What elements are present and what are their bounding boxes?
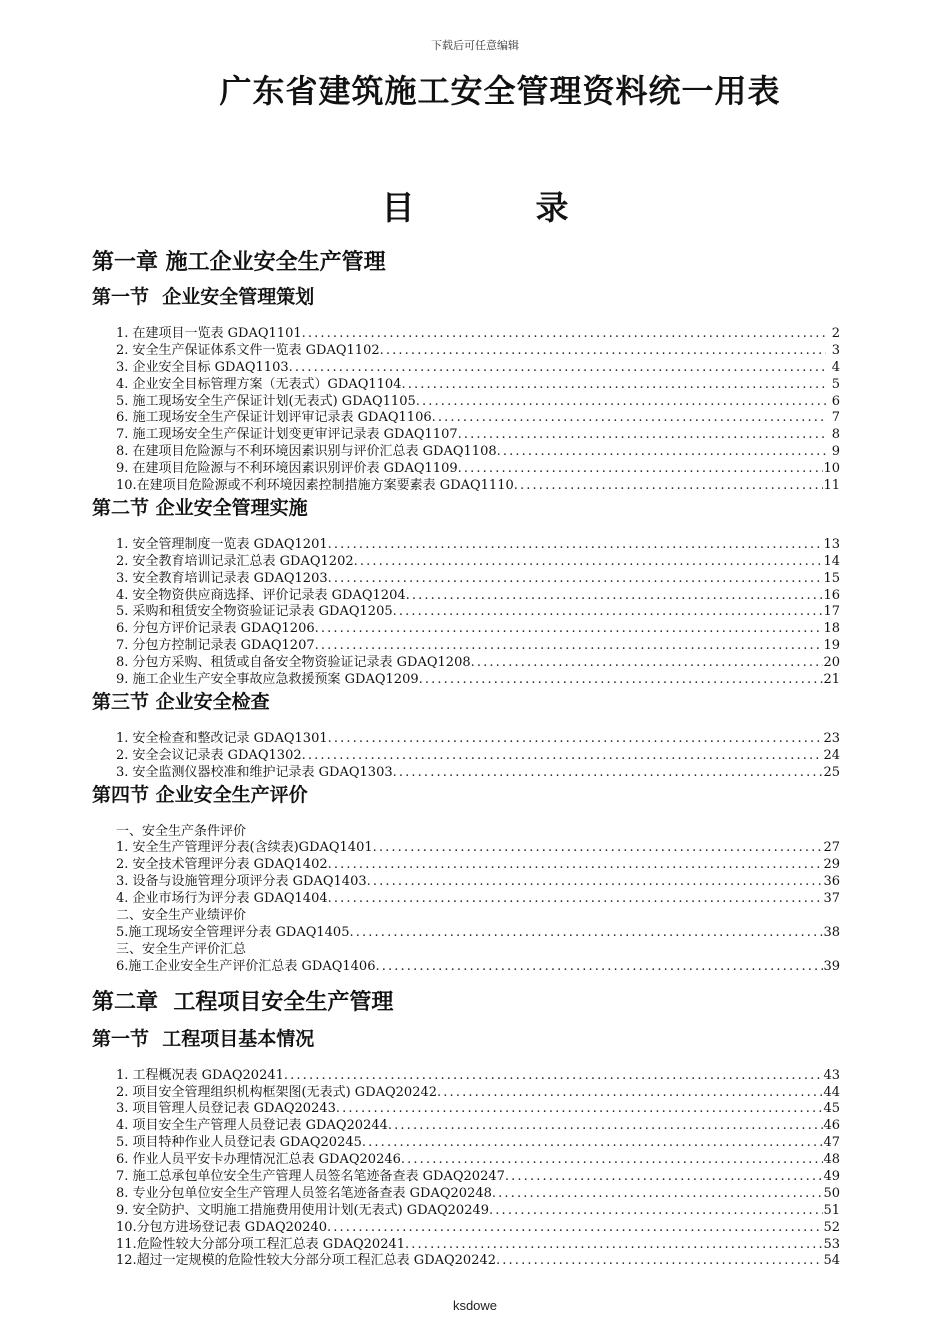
toc-entry-page: 43 xyxy=(823,1067,840,1083)
toc-entry[interactable] xyxy=(116,1237,840,1254)
toc-entry[interactable] xyxy=(116,1220,840,1237)
toc-entry[interactable] xyxy=(116,537,840,554)
toc-entry-page: 49 xyxy=(823,1168,840,1184)
toc-entry-label: 5. 采购和租赁安全物资验证记录表 GDAQ1205 xyxy=(116,604,393,620)
section-entries xyxy=(116,1068,840,1271)
toc-entry-label: 6.施工企业安全生产评价汇总表 GDAQ1406 xyxy=(116,958,376,974)
toc-entry-page: 9 xyxy=(831,444,840,460)
dot-leader xyxy=(327,1220,823,1237)
chapter-2-section-1-title: 第一节 工程项目基本情况 xyxy=(92,1027,315,1050)
dot-leader xyxy=(349,925,823,942)
dot-leader xyxy=(505,1169,824,1186)
toc-entry-page: 45 xyxy=(823,1101,840,1117)
dot-leader xyxy=(315,638,824,655)
toc-entry-label: 2. 安全教育培训记录汇总表 GDAQ1202 xyxy=(116,553,354,569)
toc-entry-label: 1. 在建项目一览表 GDAQ1101 xyxy=(116,326,302,341)
dot-leader xyxy=(458,427,826,444)
subsection-heading: 一、安全生产条件评价 xyxy=(116,823,247,839)
toc-entry-page: 3 xyxy=(831,342,840,358)
dot-leader xyxy=(432,410,826,427)
subsection-heading: 二、安全生产业绩评价 xyxy=(116,908,247,924)
toc-content xyxy=(92,248,840,1270)
toc-entry-page: 14 xyxy=(823,553,840,569)
section-entries xyxy=(116,908,840,925)
toc-entry-page: 18 xyxy=(823,621,840,637)
section-entries xyxy=(116,326,840,495)
chapter-1-title: 第一章 施工企业安全生产管理 xyxy=(92,250,386,275)
toc-entry-label: 4. 项目安全生产管理人员登记表 GDAQ20244 xyxy=(116,1118,388,1134)
chapter-1-section-4-title: 第四节 企业安全生产评价 xyxy=(92,783,308,806)
toc-entry[interactable] xyxy=(116,343,840,360)
toc-entry[interactable] xyxy=(116,1118,840,1135)
toc-entry-label: 2. 安全技术管理评分表 GDAQ1402 xyxy=(116,857,328,873)
toc-entry[interactable] xyxy=(116,748,840,765)
toc-entry-label: 7. 施工现场安全生产保证计划变更审评记录表 GDAQ1107 xyxy=(116,427,458,443)
toc-entry[interactable] xyxy=(116,427,840,444)
toc-entry[interactable] xyxy=(116,1101,840,1118)
toc-heading: 目 录 xyxy=(381,188,613,227)
dot-leader xyxy=(419,672,824,689)
toc-entry-label: 2. 安全会议记录表 GDAQ1302 xyxy=(116,747,302,763)
toc-entry[interactable] xyxy=(116,1203,840,1220)
toc-entry[interactable] xyxy=(116,410,840,427)
toc-entry[interactable] xyxy=(116,444,840,461)
toc-entry-label: 10.在建项目危险源或不利环境因素控制措施方案要素表 GDAQ1110 xyxy=(116,478,514,494)
toc-entry-page: 4 xyxy=(831,359,840,375)
toc-entry-page: 52 xyxy=(823,1219,840,1235)
toc-entry-label: 3. 项目管理人员登记表 GDAQ20243 xyxy=(116,1101,336,1117)
toc-entry-label: 12.超过一定规模的危险性较大分部分项工程汇总表 GDAQ20242 xyxy=(116,1253,497,1269)
toc-entry-page: 27 xyxy=(823,840,840,856)
toc-entry-page: 36 xyxy=(823,874,840,890)
toc-entry-page: 7 xyxy=(831,410,840,426)
toc-entry-label: 2. 项目安全管理组织机构框架图(无表式) GDAQ20242 xyxy=(116,1084,438,1100)
toc-entry-page: 11 xyxy=(823,478,840,494)
dot-leader xyxy=(496,1253,823,1270)
dot-leader xyxy=(497,444,826,461)
toc-entry[interactable] xyxy=(116,588,840,605)
toc-entry-page: 17 xyxy=(823,604,840,620)
toc-entry[interactable] xyxy=(116,655,840,672)
toc-entry[interactable] xyxy=(116,1135,840,1152)
toc-entry[interactable] xyxy=(116,840,840,857)
dot-leader xyxy=(328,857,824,874)
toc-entry[interactable] xyxy=(116,461,840,478)
dot-leader xyxy=(336,1101,824,1118)
chapter-1-section-3-title: 第三节 企业安全检查 xyxy=(92,690,270,713)
dot-leader xyxy=(492,1186,824,1203)
toc-entry[interactable] xyxy=(116,874,840,891)
toc-entry-label: 3. 企业安全目标 GDAQ1103 xyxy=(116,359,289,375)
toc-entry-page: 21 xyxy=(823,672,840,688)
toc-entry-label: 9. 在建项目危险源与不利环境因素识别评价表 GDAQ1109 xyxy=(116,461,458,477)
chapter-1-section-2-title: 第二节 企业安全管理实施 xyxy=(92,496,308,519)
dot-leader xyxy=(367,874,824,891)
toc-entry-label: 2. 安全生产保证体系文件一览表 GDAQ1102 xyxy=(116,342,380,358)
toc-entry[interactable] xyxy=(116,1152,840,1169)
toc-entry-label: 8. 专业分包单位安全生产管理人员签名笔迹备查表 GDAQ20248 xyxy=(116,1185,492,1201)
dot-leader xyxy=(489,1203,823,1220)
toc-entry[interactable] xyxy=(116,554,840,571)
toc-entry[interactable] xyxy=(116,765,840,782)
section-entries xyxy=(116,824,840,841)
toc-entry-page: 25 xyxy=(823,764,840,780)
toc-entry-page: 37 xyxy=(823,891,840,907)
toc-entry-label: 1. 安全检查和整改记录 GDAQ1301 xyxy=(116,730,328,746)
toc-entry-page: 20 xyxy=(823,655,840,671)
toc-entry-page: 16 xyxy=(823,587,840,603)
section-entries xyxy=(116,731,840,782)
section-entries xyxy=(116,942,840,959)
section-entries xyxy=(116,959,840,976)
toc-entry-label: 7. 分包方控制记录表 GDAQ1207 xyxy=(116,638,315,654)
dot-leader xyxy=(458,461,824,478)
toc-entry-page: 8 xyxy=(831,427,840,443)
toc-entry-label: 1. 安全管理制度一览表 GDAQ1201 xyxy=(116,536,328,552)
dot-leader xyxy=(328,891,824,908)
dot-leader xyxy=(284,1068,824,1085)
section-entries xyxy=(116,840,840,908)
toc-entry[interactable] xyxy=(116,621,840,638)
toc-entry-page: 39 xyxy=(823,958,840,974)
dot-leader xyxy=(328,537,824,554)
dot-leader xyxy=(375,959,823,976)
toc-entry[interactable] xyxy=(116,604,840,621)
dot-leader xyxy=(354,554,824,571)
dot-leader xyxy=(514,478,824,495)
toc-entry-label: 5.施工现场安全管理评分表 GDAQ1405 xyxy=(116,924,350,940)
toc-entry[interactable] xyxy=(116,959,840,976)
dot-leader xyxy=(362,1135,824,1152)
toc-entry-label: 4. 安全物资供应商选择、评价记录表 GDAQ1204 xyxy=(116,587,406,603)
document-title: 广东省建筑施工安全管理资料统一用表 xyxy=(219,72,781,110)
toc-entry-page: 48 xyxy=(823,1152,840,1168)
section-entries xyxy=(116,537,840,689)
dot-leader xyxy=(302,748,824,765)
dot-leader xyxy=(405,1237,823,1254)
toc-entry-page: 46 xyxy=(823,1118,840,1134)
toc-entry-label: 11.危险性较大分部分项工程汇总表 GDAQ20241 xyxy=(116,1236,406,1252)
toc-entry-label: 4. 企业市场行为评分表 GDAQ1404 xyxy=(116,891,328,907)
toc-entry-label: 1. 工程概况表 GDAQ20241 xyxy=(116,1067,284,1083)
toc-entry[interactable] xyxy=(116,638,840,655)
toc-entry[interactable] xyxy=(116,360,840,377)
subsection-heading: 三、安全生产评价汇总 xyxy=(116,941,247,957)
toc-entry-page: 2 xyxy=(831,326,840,341)
dot-leader xyxy=(380,343,826,360)
toc-entry-page: 29 xyxy=(823,857,840,873)
toc-entry-page: 51 xyxy=(823,1202,840,1218)
toc-entry[interactable] xyxy=(116,478,840,495)
toc-entry[interactable] xyxy=(116,891,840,908)
toc-entry-label: 7. 施工总承包单位安全生产管理人员签名笔迹备查表 GDAQ20247 xyxy=(116,1168,505,1184)
dot-leader xyxy=(406,588,824,605)
dot-leader xyxy=(437,1085,823,1102)
dot-leader xyxy=(471,655,824,672)
toc-entry[interactable] xyxy=(116,731,840,748)
toc-entry-page: 53 xyxy=(823,1236,840,1252)
toc-entry-label: 10.分包方进场登记表 GDAQ20240 xyxy=(116,1219,328,1235)
chapter-2-title: 第二章 工程项目安全生产管理 xyxy=(92,989,394,1015)
toc-entry-label: 3. 安全监测仪器校准和维护记录表 GDAQ1303 xyxy=(116,764,393,780)
toc-entry-page: 54 xyxy=(823,1253,840,1269)
toc-entry-label: 4. 企业安全目标管理方案（无表式）GDAQ1104 xyxy=(116,376,402,392)
toc-entry[interactable] xyxy=(116,1085,840,1102)
toc-entry-page: 5 xyxy=(831,376,840,392)
dot-leader xyxy=(416,394,826,411)
footer-note: ksdowe xyxy=(452,1298,498,1313)
toc-entry[interactable] xyxy=(116,1169,840,1186)
dot-leader xyxy=(315,621,824,638)
chapter-1-section-1-title: 第一节 企业安全管理策划 xyxy=(92,286,315,308)
toc-entry[interactable] xyxy=(116,326,840,343)
toc-entry-label: 6. 作业人员平安卡办理情况汇总表 GDAQ20246 xyxy=(116,1152,401,1168)
toc-entry-label: 6. 施工现场安全生产保证计划评审记录表 GDAQ1106 xyxy=(116,410,432,426)
toc-entry-page: 38 xyxy=(823,924,840,940)
header-note: 下载后可任意编辑 xyxy=(431,39,519,52)
toc-entry[interactable] xyxy=(116,1068,840,1085)
toc-entry-page: 19 xyxy=(823,638,840,654)
toc-entry-label: 8. 分包方采购、租赁或自备安全物资验证记录表 GDAQ1208 xyxy=(116,655,471,671)
toc-entry-label: 9. 安全防护、文明施工措施费用使用计划(无表式) GDAQ20249 xyxy=(116,1202,490,1218)
toc-entry-label: 6. 分包方评价记录表 GDAQ1206 xyxy=(116,621,315,637)
dot-leader xyxy=(401,377,826,394)
dot-leader xyxy=(302,326,826,343)
toc-entry-page: 6 xyxy=(831,393,840,409)
toc-entry-label: 3. 安全教育培训记录表 GDAQ1203 xyxy=(116,570,328,586)
toc-entry-page: 47 xyxy=(823,1135,840,1151)
toc-entry-label: 3. 设备与设施管理分项评分表 GDAQ1403 xyxy=(116,874,367,890)
dot-leader xyxy=(328,571,824,588)
dot-leader xyxy=(328,731,824,748)
dot-leader xyxy=(373,840,824,857)
toc-entry[interactable] xyxy=(116,925,840,942)
toc-entry-page: 50 xyxy=(823,1185,840,1201)
dot-leader xyxy=(401,1152,824,1169)
dot-leader xyxy=(393,765,824,782)
toc-entry[interactable] xyxy=(116,1253,840,1270)
toc-entry[interactable] xyxy=(116,1186,840,1203)
toc-entry-page: 15 xyxy=(823,570,840,586)
toc-entry[interactable] xyxy=(116,857,840,874)
toc-entry[interactable] xyxy=(116,394,840,411)
toc-entry-label: 9. 施工企业生产安全事故应急救援预案 GDAQ1209 xyxy=(116,672,419,688)
toc-entry-page: 24 xyxy=(823,747,840,763)
dot-leader xyxy=(289,360,826,377)
toc-entry-page: 10 xyxy=(823,461,840,477)
toc-entry[interactable] xyxy=(116,672,840,689)
dot-leader xyxy=(393,604,824,621)
toc-entry-page: 23 xyxy=(823,730,840,746)
toc-entry-label: 8. 在建项目危险源与不利环境因素识别与评价汇总表 GDAQ1108 xyxy=(116,444,497,460)
section-entries xyxy=(116,925,840,942)
toc-entry-label: 5. 施工现场安全生产保证计划(无表式) GDAQ1105 xyxy=(116,393,416,409)
toc-entry[interactable] xyxy=(116,571,840,588)
toc-entry[interactable] xyxy=(116,377,840,394)
toc-entry-page: 44 xyxy=(823,1084,840,1100)
toc-entry-page: 13 xyxy=(823,536,840,552)
toc-entry-label: 1. 安全生产管理评分表(含续表)GDAQ1401 xyxy=(116,840,373,856)
toc-entry-label: 5. 项目特种作业人员登记表 GDAQ20245 xyxy=(116,1135,362,1151)
dot-leader xyxy=(388,1118,824,1135)
